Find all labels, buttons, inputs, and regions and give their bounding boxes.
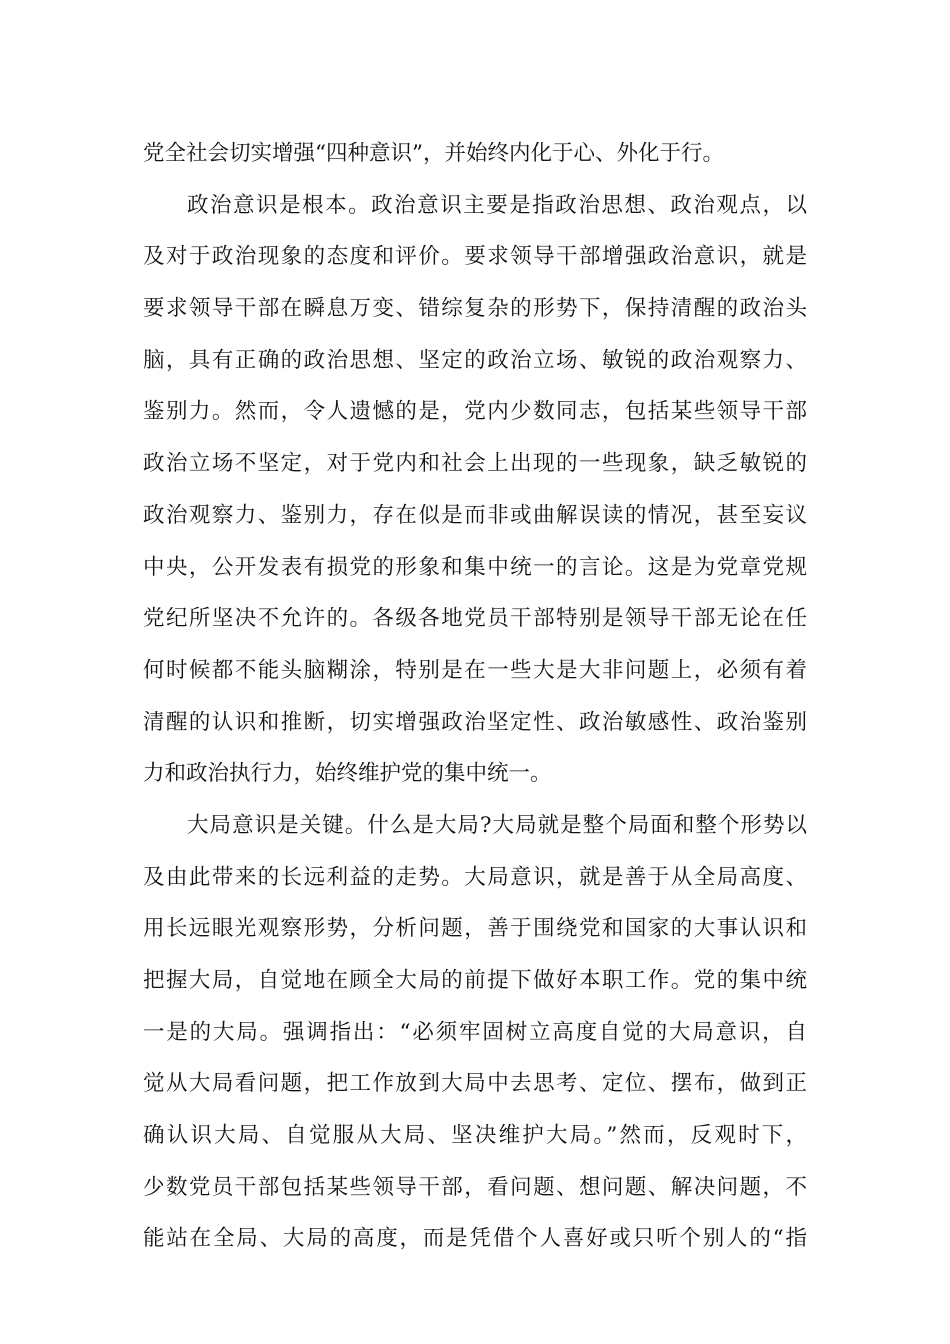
text-line: 要求领导干部在瞬息万变、错综复杂的形势下，保持清醒的政治头	[143, 296, 807, 322]
text-line: 用长远眼光观察形势，分析问题，善于围绕党和国家的大事认识和	[143, 916, 807, 942]
text-line: 政治意识是根本。政治意识主要是指政治思想、政治观点，以	[187, 192, 807, 218]
text-line: 何时候都不能头脑糊涂，特别是在一些大是大非问题上，必须有着	[143, 657, 807, 683]
text-line: 把握大局，自觉地在顾全大局的前提下做好本职工作。党的集中统	[143, 968, 807, 993]
text-line: 政治观察力、鉴别力，存在似是而非或曲解误读的情况，甚至妄议	[143, 502, 807, 528]
text-line: 党纪所坚决不允许的。各级各地党员干部特别是领导干部无论在任	[143, 606, 807, 632]
text-line: 鉴别力。然而，令人遗憾的是，党内少数同志，包括某些领导干部	[143, 399, 807, 425]
text-line: 中央，公开发表有损党的形象和集中统一的言论。这是为党章党规	[143, 554, 807, 580]
text-line: 力和政治执行力，始终维护党的集中统一。	[143, 761, 552, 787]
text-line: 大局意识是关键。什么是大局?大局就是整个局面和整个形势以	[187, 812, 807, 838]
text-line: 能站在全局、大局的高度，而是凭借个人喜好或只听个别人的“指	[143, 1226, 807, 1252]
text-line: 脑，具有正确的政治思想、坚定的政治立场、敏锐的政治观察力、	[143, 347, 807, 373]
text-line: 少数党员干部包括某些领导干部，看问题、想问题、解决问题，不	[143, 1174, 807, 1200]
text-line: 政治立场不坚定，对于党内和社会上出现的一些现象，缺乏敏锐的	[143, 451, 807, 477]
text-line: 确认识大局、自觉服从大局、坚决维护大局。”然而，反观时下，	[143, 1123, 807, 1149]
document-body	[143, 128, 807, 1265]
text-line: 及由此带来的长远利益的走势。大局意识，就是善于从全局高度、	[143, 864, 807, 890]
text-line: 一是的大局。强调指出：“必须牢固树立高度自觉的大局意识，自	[143, 1019, 807, 1045]
text-line: 清醒的认识和推断，切实增强政治坚定性、政治敏感性、政治鉴别	[143, 709, 807, 735]
text-line: 党全社会切实增强“四种意识”，并始终内化于心、外化于行。	[143, 141, 724, 166]
text-line: 及对于政治现象的态度和评价。要求领导干部增强政治意识，就是	[143, 244, 807, 270]
text-line: 觉从大局看问题，把工作放到大局中去思考、定位、摆布，做到正	[143, 1071, 807, 1097]
